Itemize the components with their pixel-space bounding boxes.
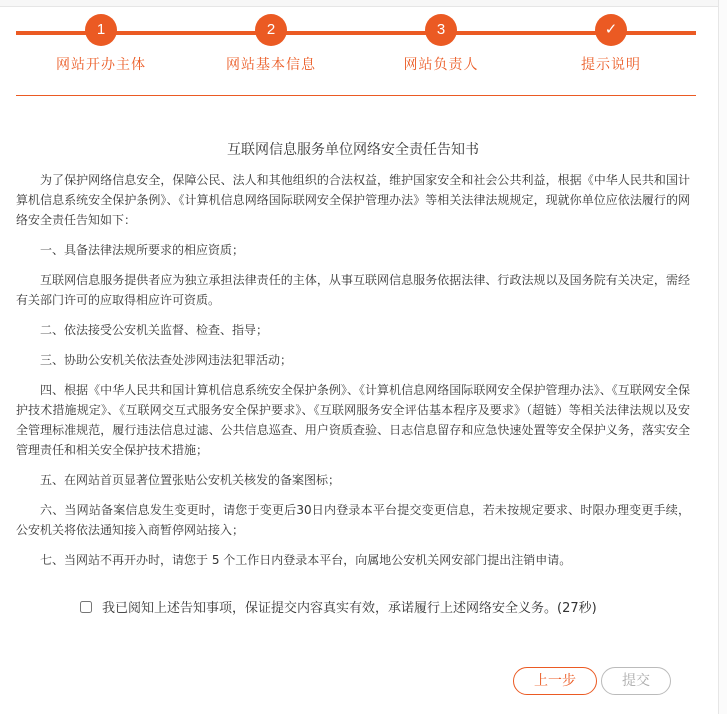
step-4-label: 提示说明: [581, 57, 641, 73]
step-2-label: 网站基本信息: [226, 57, 316, 73]
step-3: [366, 14, 516, 74]
notice-paragraph: 七、当网站不再开办时，请您于 5 个工作日内登录本平台，向属地公安机关网安部门提出注销申请。: [40, 553, 572, 567]
notice-paragraph: 一、具备法律法规所要求的相应资质；: [40, 243, 245, 257]
step-4-check-icon: ✓: [595, 14, 627, 46]
step-3-marker: 3: [425, 14, 457, 46]
prev-step-button[interactable]: 上一步: [513, 667, 597, 695]
step-2-marker: 2: [255, 14, 287, 46]
step-1: [26, 14, 176, 74]
agreement-checkbox[interactable]: [80, 601, 92, 613]
notice-paragraph-intro: 为了保护网络信息安全，保障公民、法人和其他组织的合法权益，维护国家安全和社会公共利益，根据《中华人民共和国计算机信息系统安全保护条例》、《计算机信息网络国际联网安全保护管理办法》等相关法律法规规定，现就你单位应依法履行的网络安全责任告知如下：: [16, 173, 690, 227]
step-4: [536, 14, 686, 74]
scrollbar-track[interactable]: [718, 0, 727, 714]
notice-paragraph: 互联网信息服务提供者应为独立承担法律责任的主体，从事互联网信息服务依据法律、行政法规以及国务院有关决定，需经有关部门许可的应取得相应许可资质。: [16, 273, 690, 307]
agreement[interactable]: [80, 597, 597, 616]
notice-title: 互联网信息服务单位网络安全责任告知书: [227, 142, 479, 158]
progress-stepper: [16, 14, 696, 74]
step-1-marker: 1: [85, 14, 117, 46]
submit-button[interactable]: 提交: [601, 667, 671, 695]
step-2: [196, 14, 346, 74]
notice-paragraph: 四、根据《中华人民共和国计算机信息系统安全保护条例》、《计算机信息网络国际联网安全保护管理办法》、《互联网安全保护技术措施规定》、《互联网交互式服务安全保护要求》、《互联网服务安全评估基本程序及要求》（超链）等相关法律法规以及安全管理标准规范，履行违法信息过滤、公共信息巡查、用户资质查验、日志信息留存和应急快速处置等安全保护义务，落实安全管理责任和相关安全保护技术措施；: [16, 383, 690, 457]
step-1-label: 网站开办主体: [56, 57, 146, 73]
notice-paragraph: 六、当网站备案信息发生变更时，请您于变更后30日内登录本平台提交变更信息，若未按规定要求、时限办理变更手续，公安机关将依法通知接入商暂停网站接入；: [16, 503, 690, 537]
step-3-label: 网站负责人: [403, 57, 479, 73]
notice-paragraph: 五、在网站首页显著位置张贴公安机关核发的备案图标；: [40, 473, 341, 487]
notice-paragraph: 三、协助公安机关依法查处涉网违法犯罪活动；: [40, 353, 293, 367]
security-notice: [16, 140, 690, 580]
section-divider: [16, 95, 696, 96]
top-border: [0, 0, 727, 7]
notice-paragraph: 二、依法接受公安机关监督、检查、指导；: [40, 323, 269, 337]
agreement-text: 我已阅知上述告知事项，保证提交内容真实有效，承诺履行上述网络安全义务。(27秒): [102, 601, 597, 616]
